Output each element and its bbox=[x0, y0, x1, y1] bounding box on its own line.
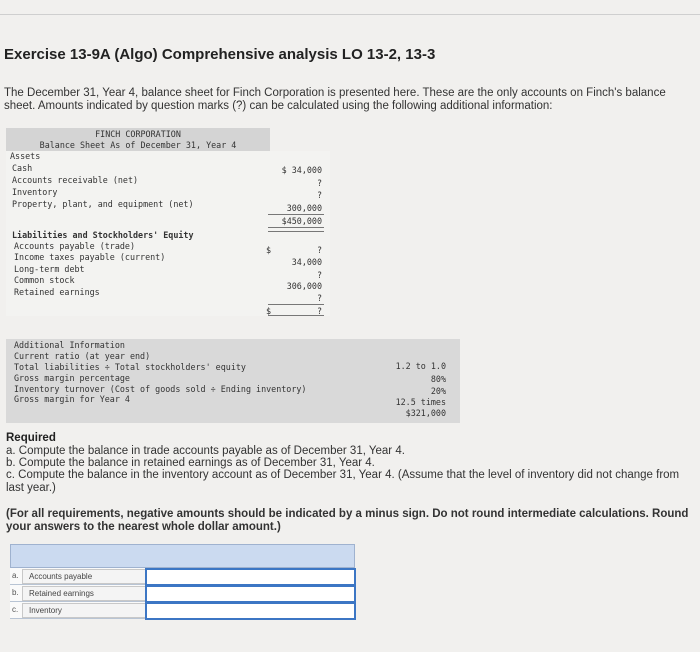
balance-sheet-header bbox=[6, 128, 270, 151]
asset-value: ? bbox=[316, 190, 322, 200]
total-double-underline bbox=[268, 315, 324, 316]
balance-sheet-subtitle: Balance Sheet As of December 31, Year 4 bbox=[39, 140, 237, 150]
asset-value: $ 34,000 bbox=[281, 165, 322, 175]
row-label: Inventory bbox=[22, 603, 148, 618]
liability-label: Income taxes payable (current) bbox=[14, 252, 166, 262]
asset-label: Accounts receivable (net) bbox=[12, 175, 139, 185]
total-double-underline bbox=[268, 227, 324, 232]
requirement-b: b. Compute the balance in retained earnings as of December 31, Year 4. bbox=[6, 457, 375, 469]
retained-earnings-input[interactable] bbox=[145, 585, 356, 603]
info-label: Gross margin percentage bbox=[14, 373, 130, 383]
answer-row-b bbox=[10, 585, 355, 602]
assets-heading: Assets bbox=[10, 151, 41, 161]
info-label: Inventory turnover (Cost of goods sold ÷ Ending inventory) bbox=[14, 384, 307, 394]
row-label: Accounts payable bbox=[22, 569, 148, 584]
row-letter: a. bbox=[12, 571, 19, 580]
equity-label: Retained earnings bbox=[14, 287, 100, 297]
equity-value: 306,000 bbox=[286, 281, 322, 291]
top-divider bbox=[0, 14, 700, 15]
assets-total: $450,000 bbox=[281, 216, 322, 226]
dollar-sign: $ bbox=[266, 245, 272, 255]
row-letter: b. bbox=[12, 588, 19, 597]
row-label: Retained earnings bbox=[22, 586, 148, 601]
asset-label: Property, plant, and equipment (net) bbox=[12, 199, 194, 209]
liability-value: 34,000 bbox=[291, 257, 322, 267]
info-value: $321,000 bbox=[405, 408, 446, 418]
info-value: 20% bbox=[430, 386, 446, 396]
subtotal-underline bbox=[268, 214, 324, 215]
inventory-input[interactable] bbox=[145, 602, 356, 620]
info-label: Total liabilities ÷ Total stockholders' equity bbox=[14, 362, 246, 372]
subtotal-underline bbox=[268, 304, 324, 305]
info-label: Gross margin for Year 4 bbox=[14, 394, 130, 404]
asset-value: ? bbox=[316, 178, 322, 188]
intro-text: The December 31, Year 4, balance sheet for Finch Corporation is presented here. These are the only accounts on Finch's balance sheet. Amounts indicated by question marks (?) can be calculated using the following additional information: bbox=[4, 87, 666, 112]
answer-row-c bbox=[10, 602, 355, 619]
liability-label: Accounts payable (trade) bbox=[14, 241, 136, 251]
additional-heading: Additional Information bbox=[14, 340, 125, 350]
liability-value: ? bbox=[316, 270, 322, 280]
asset-label: Inventory bbox=[12, 187, 58, 197]
row-letter: c. bbox=[12, 605, 19, 614]
info-value: 1.2 to 1.0 bbox=[395, 361, 446, 371]
exercise-title: Exercise 13-9A (Algo) Comprehensive analysis LO 13-2, 13-3 bbox=[4, 46, 436, 63]
liability-label: Long-term debt bbox=[14, 264, 85, 274]
asset-label: Cash bbox=[12, 163, 33, 173]
info-value: 80% bbox=[430, 374, 446, 384]
liability-value: ? bbox=[316, 245, 322, 255]
liabilities-equity-total: ? bbox=[316, 306, 322, 316]
additional-information bbox=[6, 339, 460, 423]
dollar-sign: $ bbox=[266, 306, 272, 316]
liabilities-heading: Liabilities and Stockholders' Equity bbox=[12, 230, 194, 240]
required-heading: Required bbox=[6, 432, 56, 444]
instructions-note: (For all requirements, negative amounts should be indicated by a minus sign. Do not round intermediate calculations. Round your answers to the nearest whole dollar amount.) bbox=[6, 508, 689, 533]
asset-value: 300,000 bbox=[286, 203, 322, 213]
requirement-c: c. Compute the balance in the inventory account as of December 31, Year 4. (Assume that the level of inventory did not change from last year.) bbox=[6, 469, 680, 494]
info-value: 12.5 times bbox=[395, 397, 446, 407]
balance-sheet bbox=[6, 151, 330, 316]
company-name: FINCH CORPORATION bbox=[95, 129, 181, 139]
answer-row-a bbox=[10, 568, 355, 585]
requirement-a: a. Compute the balance in trade accounts payable as of December 31, Year 4. bbox=[6, 445, 405, 457]
info-label: Current ratio (at year end) bbox=[14, 351, 151, 361]
answer-table-header bbox=[10, 544, 355, 568]
answer-table bbox=[10, 544, 355, 619]
accounts-payable-input[interactable] bbox=[145, 568, 356, 586]
equity-label: Common stock bbox=[14, 275, 75, 285]
equity-value: ? bbox=[316, 293, 322, 303]
